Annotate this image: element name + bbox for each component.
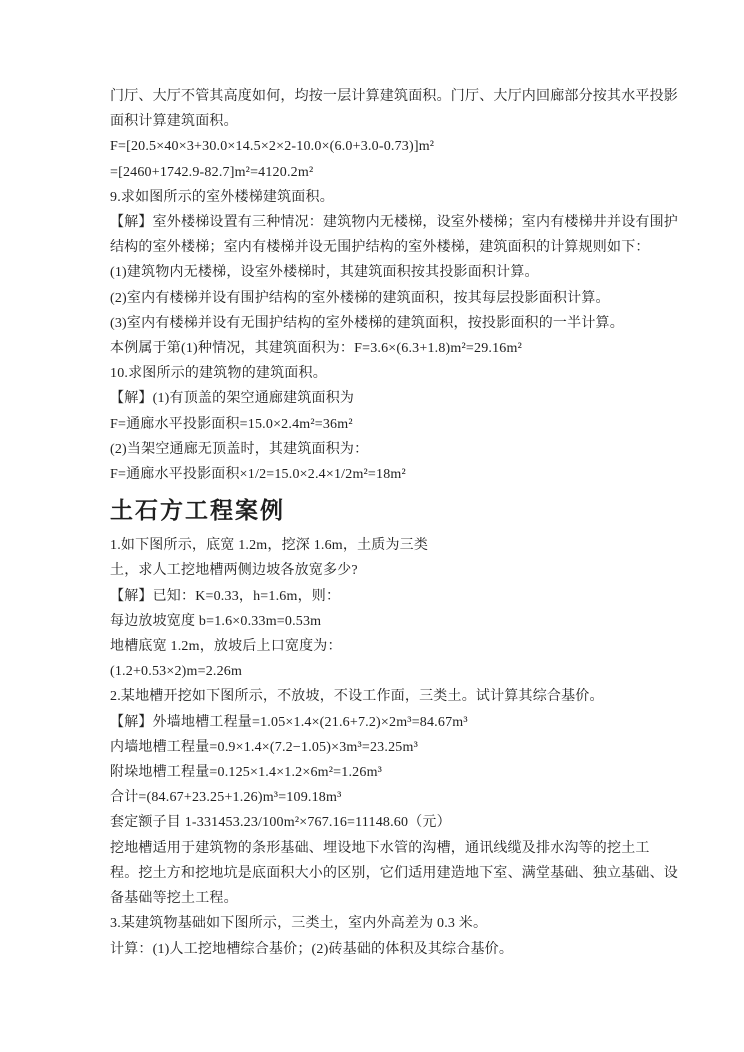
formula-line: 本例属于第(1)种情况，其建筑面积为：F=3.6×(6.3+1.8)m²=29.16m² xyxy=(110,341,522,357)
doc-line: 挖地槽适用于建筑物的条形基础、埋设地下水管的沟槽，通讯线缆及排水沟等的挖土工 xyxy=(110,840,650,856)
section-heading: 土石方工程案例 xyxy=(110,498,285,524)
formula-line: 附垛地槽工程量=0.125×1.4×1.2×6m²=1.26m³ xyxy=(110,765,383,781)
rule-2-line: (2)室内有楼梯并设有围护结构的室外楼梯的建筑面积，按其每层投影面积计算。 xyxy=(110,290,610,306)
document-content xyxy=(110,84,678,962)
rule-3-line: (3)室内有楼梯并设有无围护结构的室外楼梯的建筑面积，按投影面积的一半计算。 xyxy=(110,315,624,331)
solution-line: 【解】已知：K=0.33，h=1.6m，则： xyxy=(110,588,341,604)
doc-line: 备基础等挖土工程。 xyxy=(110,891,238,907)
doc-line: 门厅、大厅不管其高度如何，均按一层计算建筑面积。门厅、大厅内回廊部分按其水平投影 xyxy=(110,89,678,104)
solution-line: 【解】(1)有顶盖的架空通廊建筑面积为 xyxy=(110,391,355,407)
solution-line: 【解】外墙地槽工程量=1.05×1.4×(21.6+7.2)×2m³=84.67m³ xyxy=(110,714,468,730)
rule-1-line: (1)建筑物内无楼梯，设室外楼梯时，其建筑面积按其投影面积计算。 xyxy=(110,265,539,281)
question-3-line: 3.某建筑物基础如下图所示，三类土，室内外高差为 0.3 米。 xyxy=(110,916,488,932)
question-1-line: 1.如下图所示，底宽 1.2m，挖深 1.6m，土质为三类 xyxy=(110,538,429,554)
question-9-line: 9.求如图所示的室外楼梯建筑面积。 xyxy=(110,189,334,205)
formula-line: F=[20.5×40×3+30.0×14.5×2×2-10.0×(6.0+3.0-0.73)]m² xyxy=(110,139,435,155)
question-10-line: 10.求图所示的建筑物的建筑面积。 xyxy=(110,366,327,382)
formula-line: 套定额子目 1-331453.23/100m²×767.16=11148.60（元） xyxy=(110,815,451,831)
formula-line: F=通廊水平投影面积×1/2=15.0×2.4×1/2m²=18m² xyxy=(110,467,406,483)
formula-line: (1.2+0.53×2)m=2.26m xyxy=(110,664,243,680)
doc-line: 面积计算建筑面积。 xyxy=(110,114,238,130)
formula-line: F=通廊水平投影面积=15.0×2.4m²=36m² xyxy=(110,416,353,432)
question-2-line: 2.某地槽开挖如下图所示，不放坡，不设工作面，三类土。试计算其综合基价。 xyxy=(110,689,604,705)
doc-line: 地槽底宽 1.2m，放坡后上口宽度为： xyxy=(110,639,342,655)
formula-line: 内墙地槽工程量=0.9×1.4×(7.2−1.05)×3m³=23.25m³ xyxy=(110,739,418,755)
doc-line: 土，求人工挖地槽两侧边坡各放宽多少? xyxy=(110,563,358,579)
doc-line: 结构的室外楼梯；室内有楼梯并设无围护结构的室外楼梯，建筑面积的计算规则如下： xyxy=(110,240,650,256)
formula-line: 每边放坡宽度 b=1.6×0.33m=0.53m xyxy=(110,613,322,629)
formula-line: =[2460+1742.9-82.7]m²=4120.2m² xyxy=(110,164,314,180)
solution-line: 【解】室外楼梯设置有三种情况：建筑物内无楼梯，设室外楼梯；室内有楼梯井并设有围护 xyxy=(110,215,678,231)
doc-line: (2)当架空通廊无顶盖时，其建筑面积为： xyxy=(110,441,369,457)
doc-line: 程。挖土方和挖地坑是底面积大小的区别，它们适用建造地下室、满堂基础、独立基础、设 xyxy=(110,865,678,881)
doc-line: 计算：(1)人工挖地槽综合基价；(2)砖基础的体积及其综合基价。 xyxy=(110,941,514,957)
formula-line: 合计=(84.67+23.25+1.26)m³=109.18m³ xyxy=(110,790,342,806)
